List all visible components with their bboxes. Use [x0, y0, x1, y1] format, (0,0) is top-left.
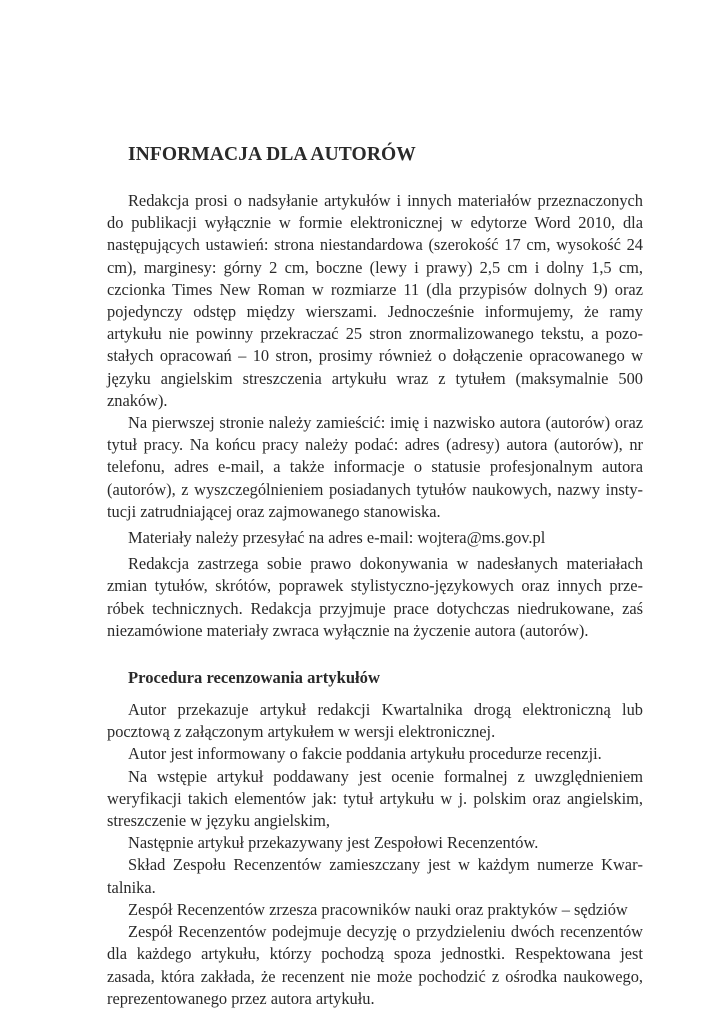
paragraph-email-address: Materiały należy przesyłać na adres e-mail: wojtera@ms.gov.pl: [128, 528, 546, 548]
paragraph-editorial-rights: Redakcja zastrzega sobie prawo dokonywania w nadesłanych materiałach zmian tytułów, skrótów, poprawek stylistyczno-językowych oraz innych przeróbek technicznych. Redakcja przyjmuje prace dotychczas niedrukowane, zaś niezamówione materiały zwraca wyłącznie na życzenie autora (autorów).: [107, 554, 643, 640]
paragraph-review-step-6: Zespół Recenzentów zrzesza pracowników nauki oraz praktyków – sędziów: [128, 899, 628, 919]
paragraph-submission-format: Redakcja prosi o nadsyłanie artykułów i innych materiałów przeznaczonych do publikacji wyłącznie w formie elektronicznej w edytorze Word 2010, dla następujących ustawień: strona niestandardowa (szerokość 17 cm, wysokość 24 cm), marginesy: górny 2 cm, boczne (lewy i prawy) 2,5 cm i dolny 1,5 cm, czcionka Times New Roman w rozmiarze 11 (dla przypisów dolnych 9) oraz pojedynczy odstęp między wierszami. Jednocześnie informujemy, że ramy artykułu nie powinny przekraczać 25 stron znormalizowanego tekstu, a pozostałych opracowań – 10 stron, prosimy również o dołączenie opracowanego w języku angielskim streszczenia artykułu wraz z tytułem (maksymalnie 500 znaków).: [107, 191, 643, 410]
paragraph-first-page-info: Na pierwszej stronie należy zamieścić: imię i nazwisko autora (autorów) oraz tytuł pracy. Na końcu pracy należy podać: adres (adresy) autora (autorów), nr telefonu, adres e-mail, a także informacje o statusie profesjonalnym autora (autorów), z wyszczególnieniem posiadanych tytułów naukowych, nazwy instytucji zatrudniającej oraz zajmowanego stanowiska.: [107, 413, 643, 521]
paragraph-review-step-3: Na wstępie artykuł poddawany jest ocenie formalnej z uwzględnieniem weryfikacji takich elementów jak: tytuł artykułu w j. polskim oraz angielskim, streszczenie w języku angielskim,: [107, 766, 643, 831]
paragraph-review-step-4: Następnie artykuł przekazywany jest Zespołowi Recenzentów.: [128, 833, 539, 853]
page-title: INFORMACJA DLA AUTORÓW: [128, 144, 416, 165]
paragraph-review-step-5: Skład Zespołu Recenzentów zamieszczany jest w każdym numerze Kwartalnika.: [107, 855, 643, 897]
paragraph-review-step-7: Zespół Recenzentów podejmuje decyzję o przydzieleniu dwóch recenzentów dla każdego artykułu, którzy pochodzą spoza jednostki. Respektowana jest zasada, która zakłada, że recenzent nie może pochodzić z ośrodka naukowego, reprezentowanego przez autora artykułu.: [107, 922, 643, 1008]
section-heading-review-procedure: Procedura recenzowania artykułów: [128, 668, 380, 688]
paragraph-review-step-2: Autor jest informowany o fakcie poddania artykułu procedurze recenzji.: [128, 744, 602, 764]
document-page: [107, 142, 643, 1010]
paragraph-review-step-1: Autor przekazuje artykuł redakcji Kwartalnika drogą elektroniczną lub pocztową z załączonym artykułem w wersji elektronicznej.: [107, 700, 643, 742]
